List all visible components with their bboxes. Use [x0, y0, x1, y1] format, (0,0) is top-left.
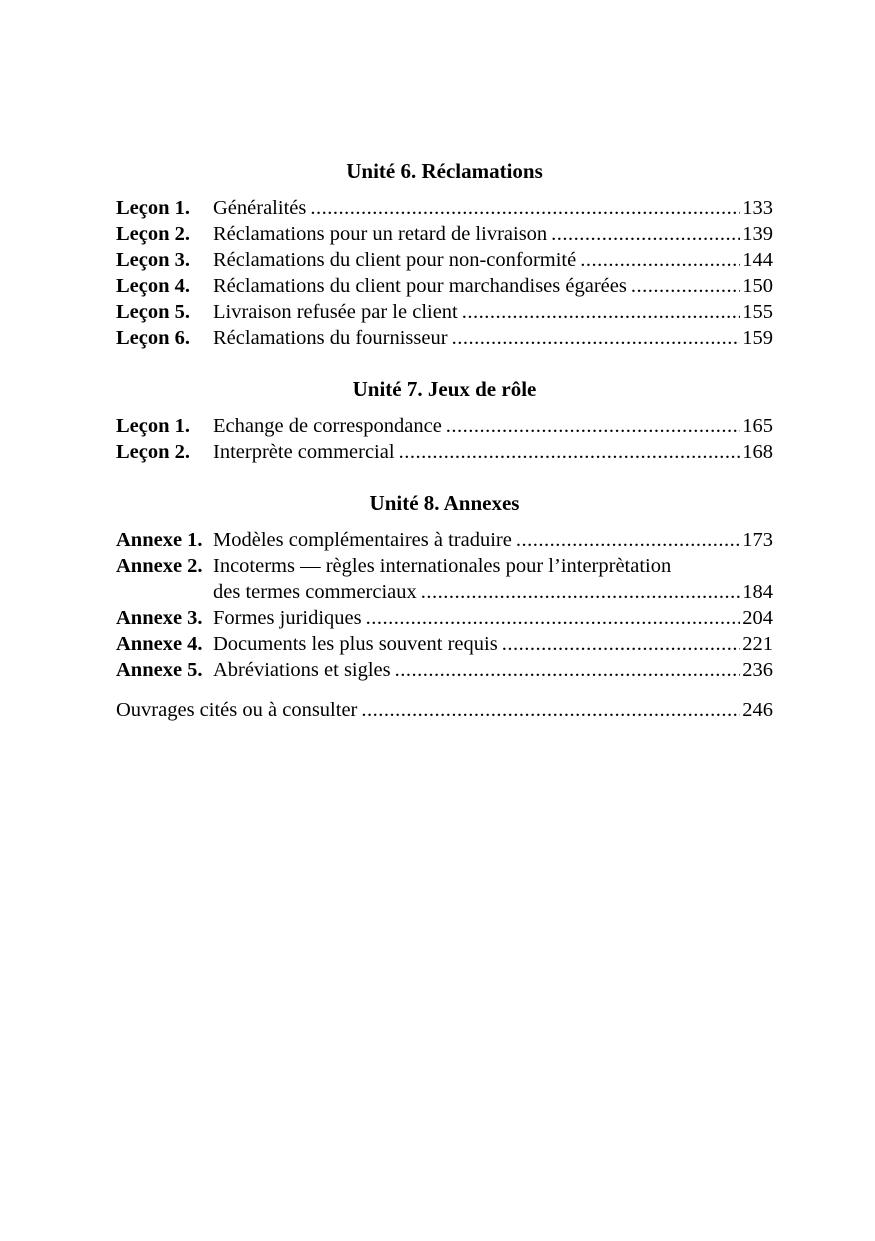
entry-page: 150: [742, 275, 773, 297]
unit-title: Unité 6. Réclamations: [346, 159, 543, 183]
unit-section: [116, 374, 773, 465]
dot-leader: [551, 221, 740, 247]
toc-entry[interactable]: [116, 553, 773, 579]
unit-section: [116, 156, 773, 351]
dot-leader: [580, 247, 740, 273]
entry-title: Echange de correspondance: [213, 415, 442, 437]
entry-title: Réclamations pour un retard de livraison: [213, 223, 548, 245]
dot-leader: [310, 195, 740, 221]
toc-entry[interactable]: [116, 605, 773, 631]
dot-leader: [462, 299, 741, 325]
entry-title: Formes juridiques: [213, 607, 362, 629]
entry-page: 159: [742, 327, 773, 349]
dot-leader: [421, 579, 740, 605]
entry-page: 144: [742, 249, 773, 271]
entry-title: Incoterms — règles internationales pour l’interprètation: [213, 555, 672, 577]
dot-leader: [446, 413, 740, 439]
entry-label: Annexe 3.: [116, 607, 203, 629]
unit-title: Unité 8. Annexes: [369, 491, 520, 515]
entry-title: Réclamations du client pour marchandises égarées: [213, 275, 627, 297]
toc-entry-continuation[interactable]: [116, 579, 773, 605]
entry-page: 139: [742, 223, 773, 245]
entry-label: Leçon 2.: [116, 441, 191, 463]
dot-leader: [516, 527, 740, 553]
dot-leader: [399, 439, 741, 465]
unit-section: [116, 488, 773, 683]
entry-page: 204: [742, 607, 773, 629]
entry-page: 173: [742, 529, 773, 551]
dot-leader: [631, 273, 740, 299]
entry-label: Leçon 6.: [116, 327, 191, 349]
dot-leader: [366, 605, 741, 631]
toc-entry[interactable]: [116, 299, 773, 325]
toc-entry[interactable]: [116, 413, 773, 439]
entry-label: Leçon 2.: [116, 223, 191, 245]
toc-entry[interactable]: [116, 527, 773, 553]
toc-entry[interactable]: [116, 439, 773, 465]
entry-page: 165: [742, 415, 773, 437]
toc-entry[interactable]: [116, 195, 773, 221]
entry-label: Annexe 1.: [116, 529, 203, 551]
entry-title: Modèles complémentaires à traduire: [213, 529, 512, 551]
entry-title: Réclamations du fournisseur: [213, 327, 448, 349]
entry-label: Leçon 1.: [116, 197, 191, 219]
unit-title: Unité 7. Jeux de rôle: [352, 377, 537, 401]
entry-label: Leçon 1.: [116, 415, 191, 437]
toc-entry[interactable]: [116, 221, 773, 247]
entry-label: Leçon 4.: [116, 275, 191, 297]
dot-leader: [361, 697, 740, 723]
entry-page: 168: [742, 441, 773, 463]
entry-title: Généralités: [213, 197, 307, 219]
toc-entry[interactable]: [116, 273, 773, 299]
table-of-contents: [116, 156, 773, 723]
entry-label: Leçon 5.: [116, 301, 191, 323]
entry-page: 184: [742, 581, 773, 603]
dot-leader: [395, 657, 741, 683]
toc-entry[interactable]: [116, 657, 773, 683]
toc-entry-bibliography[interactable]: [116, 697, 773, 723]
entry-page: 133: [742, 197, 773, 219]
entry-title: Abréviations et sigles: [213, 659, 391, 681]
entry-page: 246: [742, 699, 773, 721]
spacer: [116, 683, 773, 697]
entry-title: Ouvrages cités ou à consulter: [116, 699, 358, 721]
toc-entry[interactable]: [116, 325, 773, 351]
toc-entry[interactable]: [116, 247, 773, 273]
entry-label: Annexe 2.: [116, 555, 203, 577]
entry-title: Documents les plus souvent requis: [213, 633, 498, 655]
dot-leader: [502, 631, 741, 657]
entry-label: Leçon 3.: [116, 249, 191, 271]
entry-label: Annexe 4.: [116, 633, 203, 655]
entry-title-continuation: des termes commerciaux: [213, 581, 417, 603]
toc-entry[interactable]: [116, 631, 773, 657]
entry-page: 221: [742, 633, 773, 655]
entry-title: Réclamations du client pour non-conformité: [213, 249, 577, 271]
dot-leader: [452, 325, 741, 351]
entry-title: Livraison refusée par le client: [213, 301, 458, 323]
entry-page: 236: [742, 659, 773, 681]
entry-label: Annexe 5.: [116, 659, 203, 681]
entry-page: 155: [742, 301, 773, 323]
entry-title: Interprète commercial: [213, 441, 395, 463]
